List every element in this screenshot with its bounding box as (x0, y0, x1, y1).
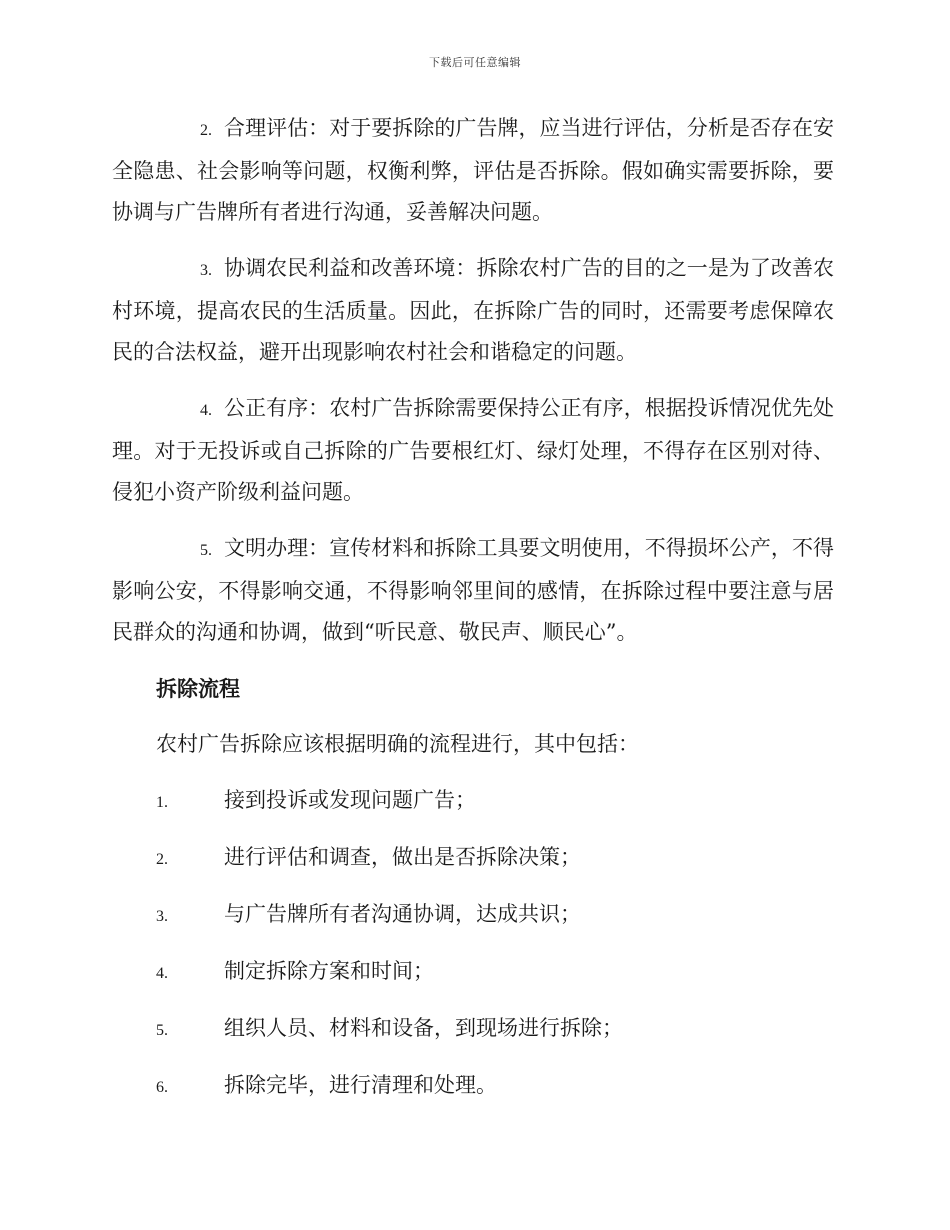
section-heading: 拆除流程 (156, 676, 240, 701)
step-number: 3. (156, 908, 168, 925)
paragraph-item (112, 248, 834, 373)
step-number: 6. (156, 1079, 168, 1096)
step-number: 4. (156, 965, 168, 982)
paragraph-number: 5. (200, 542, 212, 559)
step-item (156, 1065, 834, 1108)
step-number: 5. (156, 1022, 168, 1039)
paragraph-item (112, 528, 834, 653)
section-intro: 农村广告拆除应该根据明确的流程进行，其中包括： (156, 732, 639, 756)
paragraph-number: 4. (200, 402, 212, 419)
step-item (156, 951, 834, 994)
paragraph-item (112, 108, 834, 233)
paragraph-text: 公正有序：农村广告拆除需要保持公正有序，根据投诉情况优先处理。对于无投诉或自己拆除的广告要根红灯、绿灯处理，不得存在区别对待、侵犯小资产阶级利益问题。 (112, 396, 834, 504)
paragraph-text: 协调农民利益和改善环境：拆除农村广告的目的之一是为了改善农村环境，提高农民的生活质量。因此，在拆除广告的同时，还需要考虑保障农民的合法权益，避开出现影响农村社会和谐稳定的问题。 (112, 256, 834, 364)
paragraph-text: 合理评估：对于要拆除的广告牌，应当进行评估，分析是否存在安全隐患、社会影响等问题，权衡利弊，评估是否拆除。假如确实需要拆除，要协调与广告牌所有者进行沟通，妥善解决问题。 (112, 116, 834, 224)
step-text: 制定拆除方案和时间； (224, 959, 434, 983)
paragraph-number: 2. (200, 122, 212, 139)
step-text: 与广告牌所有者沟通协调，达成共识； (224, 902, 581, 926)
step-item (156, 1008, 834, 1051)
step-text: 进行评估和调查，做出是否拆除决策； (224, 845, 581, 869)
step-item (156, 837, 834, 880)
paragraph-text: 文明办理：宣传材料和拆除工具要文明使用，不得损坏公产，不得影响公安，不得影响交通，不得影响邻里间的感情，在拆除过程中要注意与居民群众的沟通和协调，做到“听民意、敬民声、顺民心”。 (112, 536, 834, 644)
step-item (156, 894, 834, 937)
step-item (156, 780, 834, 823)
paragraph-item (112, 388, 834, 513)
step-text: 组织人员、材料和设备，到现场进行拆除； (224, 1016, 623, 1040)
paragraph-number: 3. (200, 262, 212, 279)
step-text: 接到投诉或发现问题广告； (224, 788, 476, 812)
page-header: 下载后可任意编辑 (429, 56, 521, 69)
step-number: 2. (156, 851, 168, 868)
step-number: 1. (156, 794, 168, 811)
step-text: 拆除完毕，进行清理和处理。 (224, 1073, 497, 1097)
document-body (112, 108, 834, 1122)
